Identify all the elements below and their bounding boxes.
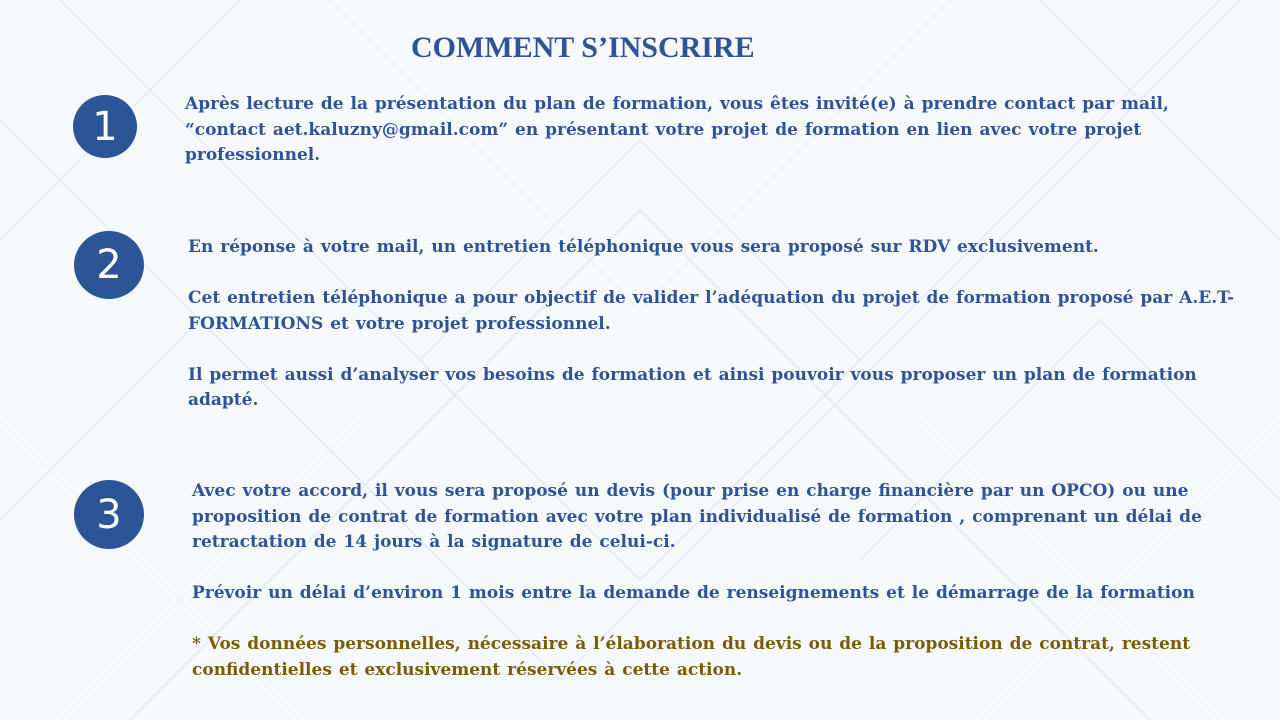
step-1-badge — [73, 95, 137, 158]
step-2-number: 2 — [96, 242, 122, 288]
step-2-text — [188, 235, 1258, 414]
step-2-paragraph-1: En réponse à votre mail, un entretien téléphonique vous sera proposé sur RDV exclusivement. — [188, 237, 1099, 257]
step-1-paragraph: Après lecture de la présentation du plan de formation, vous êtes invité(e) à prendre contact par mail, “contact aet.kaluzny@gmail.com” en présentant votre projet de formation en lien avec votre projet professionnel. — [185, 94, 1169, 165]
step-1-number: 1 — [92, 103, 118, 150]
step-3-paragraph-1: Avec votre accord, il vous sera proposé un devis (pour prise en charge financière par un OPCO) ou une proposition de contrat de formation avec votre plan individualisé de formation , comprenant un délai de retractation de 14 jours à la signature de celui-ci. — [192, 481, 1202, 552]
step-2-badge — [74, 231, 144, 299]
step-2-paragraph-2: Cet entretien téléphonique a pour objectif de valider l’adéquation du projet de formation proposé par A.E.T-FORMATIONS et votre projet professionnel. — [188, 288, 1235, 334]
step-3-text — [192, 479, 1252, 683]
privacy-note: * Vos données personnelles, nécessaire à l’élaboration du devis ou de la proposition de contrat, restent confidentielles et exclusivement réservées à cette action. — [192, 634, 1191, 680]
step-2-paragraph-3: Il permet aussi d’analyser vos besoins de formation et ainsi pouvoir vous proposer un plan de formation adapté. — [188, 364, 1197, 410]
step-1-text — [185, 92, 1245, 169]
slide-title: COMMENT S’INSCRIRE — [411, 31, 755, 64]
step-3-number: 3 — [96, 491, 122, 538]
step-3-badge — [74, 480, 144, 549]
step-3-paragraph-2: Prévoir un délai d’environ 1 mois entre la demande de renseignements et le démarrage de la formation — [192, 583, 1195, 603]
